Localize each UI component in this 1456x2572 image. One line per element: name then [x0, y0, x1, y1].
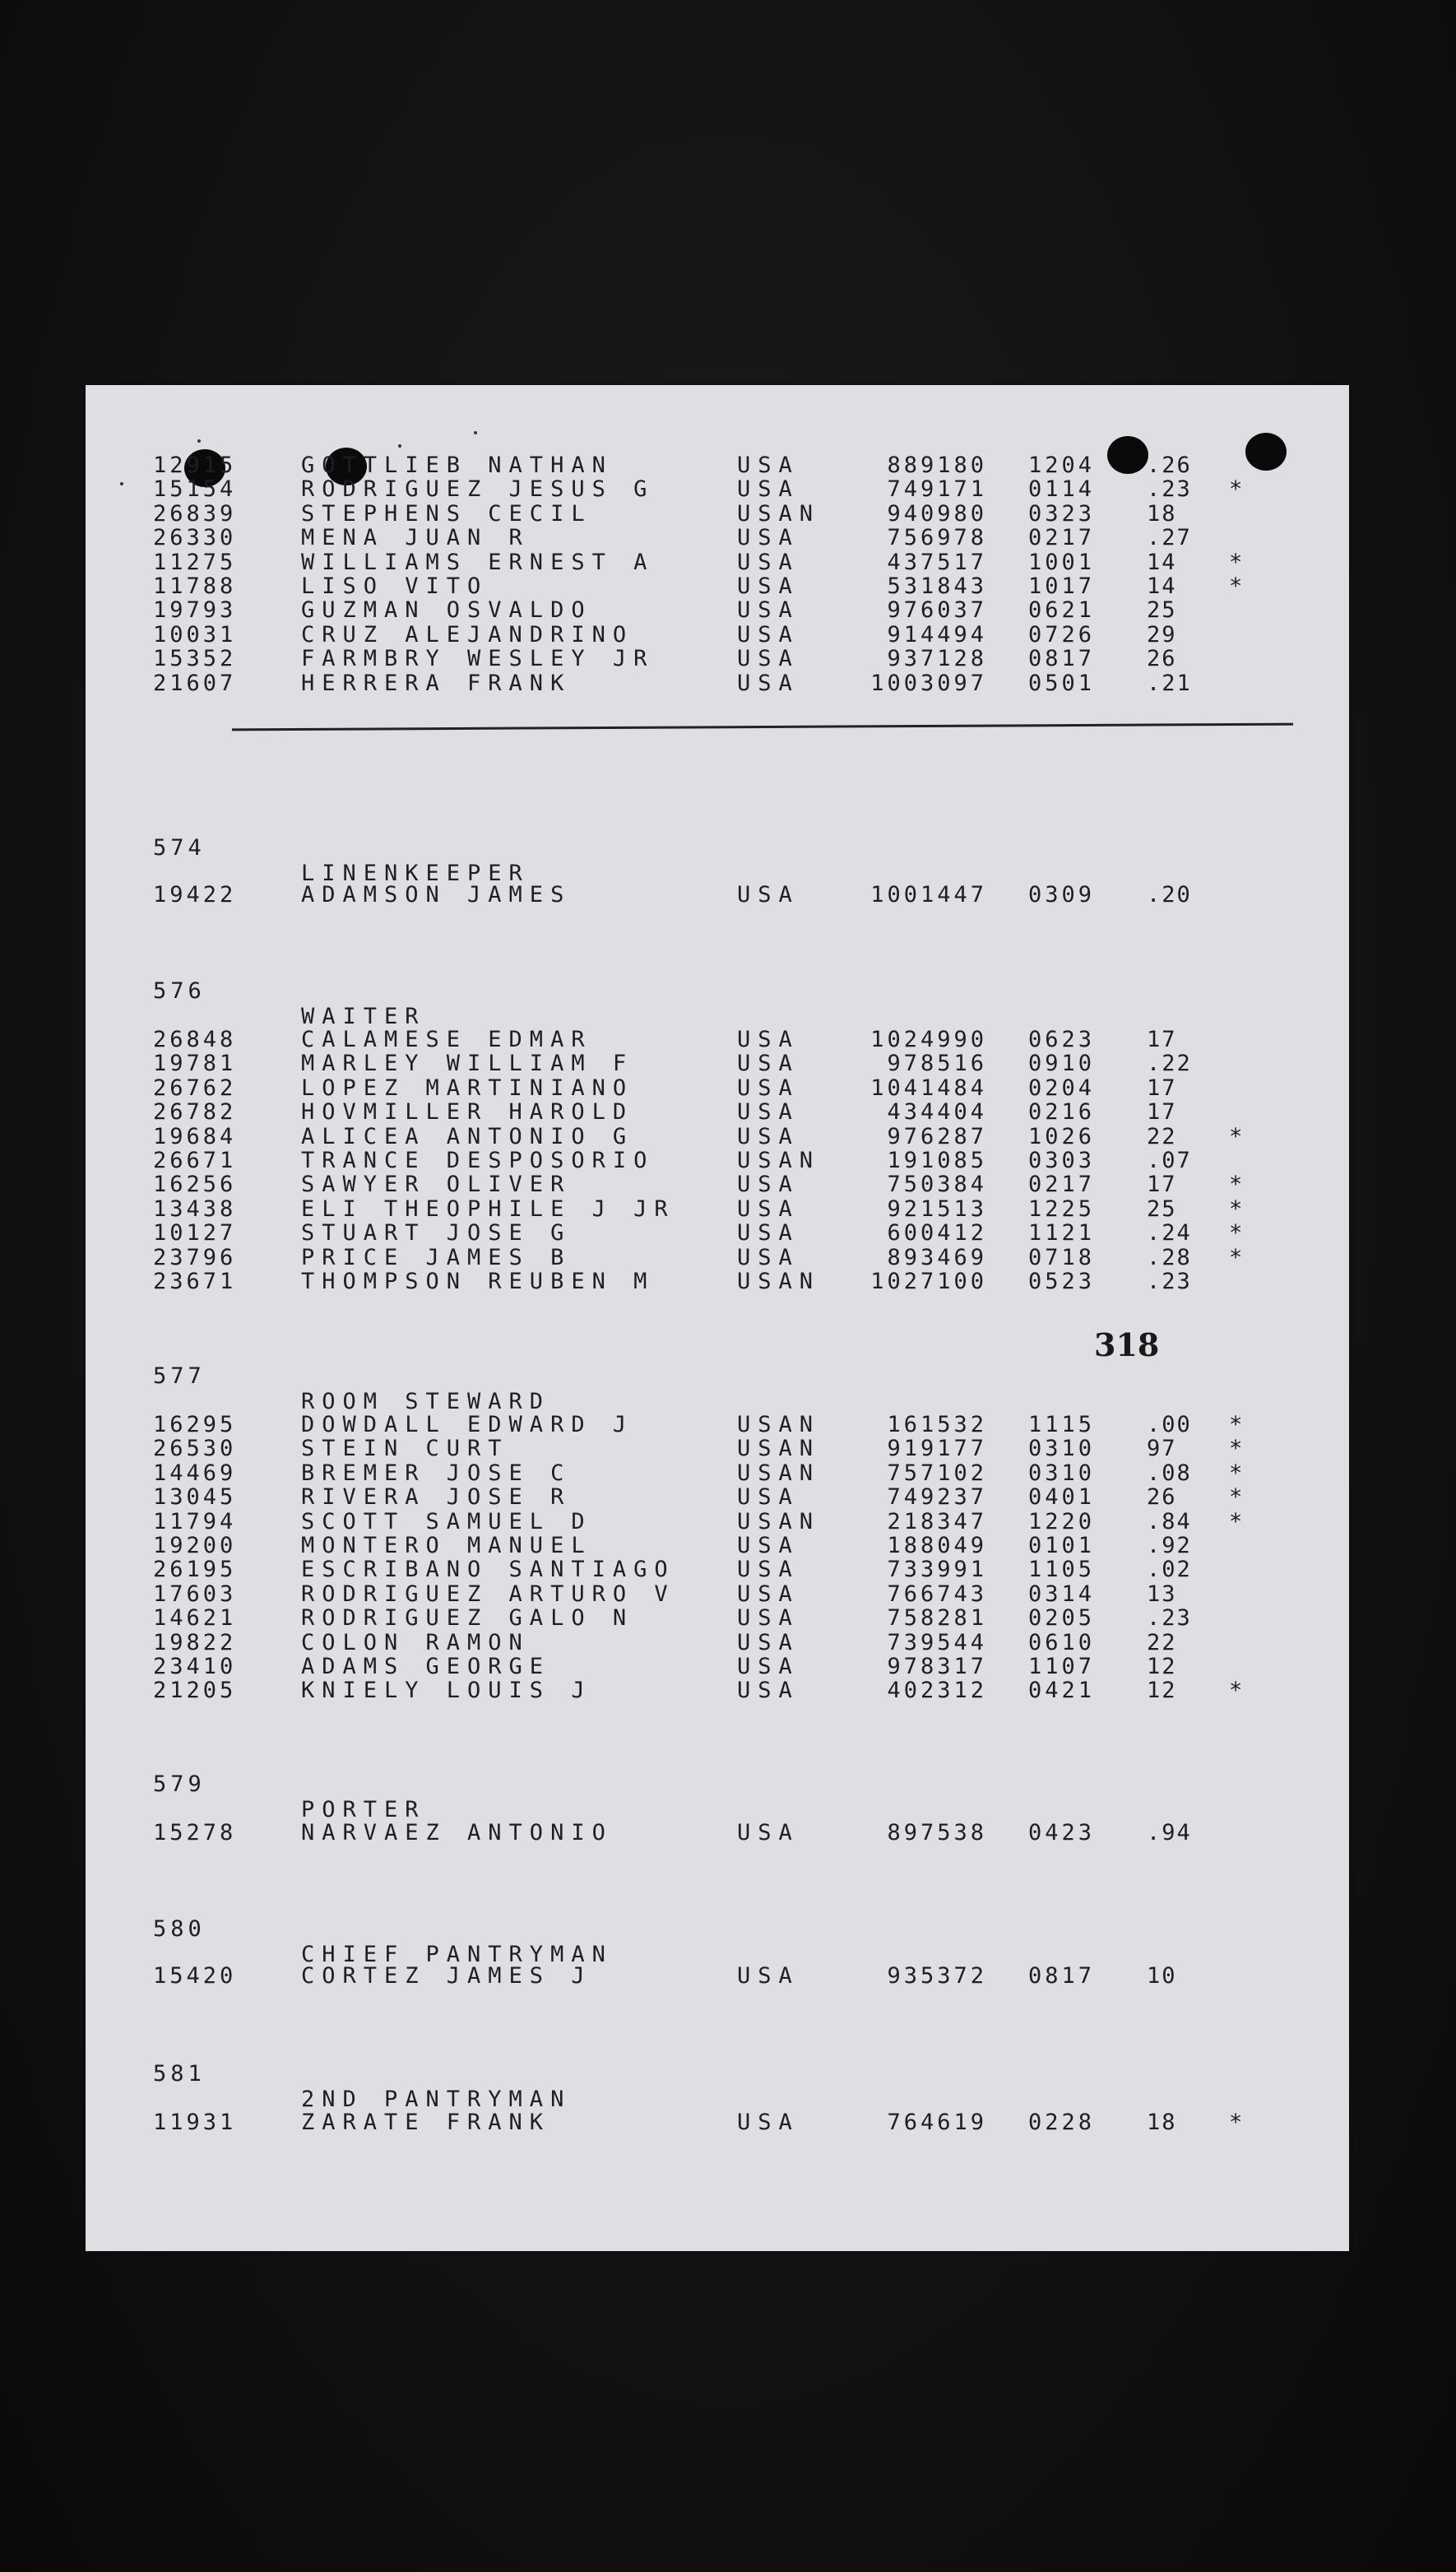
roster-row	[86, 1148, 1349, 1171]
date-code: 0310	[1028, 1460, 1096, 1486]
nationality-code: USAN	[737, 1412, 821, 1437]
employee-name: SAWYER OLIVER	[301, 1172, 572, 1198]
nationality-code: USA	[737, 882, 800, 908]
employee-id: 26530	[153, 1436, 237, 1462]
record-number: 758281	[887, 1605, 987, 1632]
roster-row	[86, 1460, 1349, 1486]
record-number: 978516	[887, 1051, 987, 1077]
value-code: .92	[1147, 1533, 1192, 1558]
record-number: 531843	[887, 573, 987, 599]
asterisk-mark: *	[1229, 2110, 1243, 2135]
section-header-linenkeeper	[86, 810, 1349, 886]
roster-row	[86, 525, 1349, 551]
nationality-code: USA	[737, 1820, 800, 1845]
nationality-code: USA	[737, 646, 800, 672]
record-number: 1024990	[870, 1027, 987, 1052]
section-code: 580	[153, 1916, 206, 1942]
employee-name: TRANCE DESPOSORIO	[301, 1148, 655, 1173]
value-code: .23	[1147, 1269, 1192, 1294]
section-header-porter	[86, 1746, 1349, 1822]
nationality-code: USA	[737, 1557, 800, 1583]
record-number: 940980	[887, 500, 987, 527]
nationality-code: USAN	[737, 1436, 821, 1462]
asterisk-mark: *	[1229, 573, 1243, 599]
date-code: 0817	[1028, 1963, 1096, 1989]
roster-row	[86, 1820, 1349, 1843]
asterisk-mark: *	[1229, 1244, 1243, 1270]
employee-id: 14621	[153, 1605, 237, 1632]
nationality-code: USA	[737, 1678, 800, 1704]
record-number: 889180	[887, 453, 987, 478]
date-code: 0501	[1028, 670, 1096, 696]
asterisk-mark: *	[1229, 1195, 1243, 1222]
value-code: 26	[1147, 1484, 1177, 1511]
nationality-code: USA	[737, 597, 800, 624]
value-code: 17	[1147, 1075, 1177, 1101]
value-code: 13	[1147, 1581, 1177, 1607]
value-code: 97	[1147, 1436, 1177, 1462]
employee-name: MARLEY WILLIAM F	[301, 1051, 634, 1077]
date-code: 0314	[1028, 1581, 1096, 1607]
nationality-code: USA	[737, 1244, 800, 1270]
nationality-code: USA	[737, 2110, 800, 2135]
asterisk-mark: *	[1229, 549, 1243, 575]
nationality-code: USA	[737, 1051, 800, 1077]
date-code: 0205	[1028, 1605, 1096, 1632]
section-code: 574	[153, 835, 206, 861]
value-code: .24	[1147, 1220, 1192, 1247]
roster-row	[86, 573, 1349, 597]
record-number: 766743	[887, 1581, 987, 1607]
employee-name: LISO VITO	[301, 573, 489, 599]
date-code: 0323	[1028, 500, 1096, 527]
record-number: 733991	[887, 1557, 987, 1583]
roster-row	[86, 1075, 1349, 1101]
employee-name: KNIELY LOUIS J	[301, 1678, 592, 1704]
date-code: 1204	[1028, 453, 1096, 478]
record-number: 1041484	[870, 1075, 987, 1101]
roster-row	[86, 1533, 1349, 1556]
date-code: 0523	[1028, 1269, 1096, 1294]
date-code: 0228	[1028, 2110, 1096, 2135]
employee-id: 16256	[153, 1172, 237, 1198]
employee-id: 15154	[153, 476, 237, 503]
asterisk-mark: *	[1229, 1123, 1243, 1149]
employee-id: 15278	[153, 1820, 237, 1845]
value-code: 12	[1147, 1654, 1177, 1679]
record-number: 935372	[887, 1963, 987, 1989]
value-code: 17	[1147, 1172, 1177, 1198]
nationality-code: USA	[737, 1075, 800, 1101]
employee-id: 11275	[153, 549, 237, 575]
section-code: 581	[153, 2061, 206, 2087]
value-code: .00	[1147, 1412, 1192, 1437]
date-code: 0423	[1028, 1820, 1096, 1845]
value-code: .08	[1147, 1460, 1192, 1486]
section-code: 577	[153, 1363, 206, 1389]
employee-name: RODRIGUEZ ARTURO V	[301, 1581, 675, 1607]
employee-name: CRUZ ALEJANDRINO	[301, 621, 634, 648]
value-code: .22	[1147, 1051, 1192, 1077]
section-header-chief-pantryman	[86, 1891, 1349, 1967]
employee-id: 26839	[153, 500, 237, 527]
employee-name: ZARATE FRANK	[301, 2110, 551, 2135]
asterisk-mark: *	[1229, 1436, 1243, 1462]
nationality-code: USA	[737, 525, 800, 551]
record-number: 976037	[887, 597, 987, 624]
nationality-code: USA	[737, 1172, 800, 1198]
paper-speck	[474, 431, 477, 434]
value-code: .23	[1147, 1605, 1192, 1632]
nationality-code: USA	[737, 1581, 800, 1607]
asterisk-mark: *	[1229, 1412, 1243, 1437]
section-title: WAITER	[301, 1004, 426, 1029]
date-code: 0610	[1028, 1629, 1096, 1655]
roster-row	[86, 1581, 1349, 1607]
value-code: .84	[1147, 1508, 1192, 1534]
nationality-code: USA	[737, 670, 800, 696]
asterisk-mark: *	[1229, 1172, 1243, 1198]
record-number: 764619	[887, 2110, 987, 2135]
date-code: 1121	[1028, 1220, 1096, 1247]
roster-row	[86, 1124, 1349, 1147]
employee-id: 23671	[153, 1269, 237, 1294]
employee-name: ADAMS GEORGE	[301, 1654, 551, 1679]
employee-id: 12915	[153, 453, 237, 478]
employee-name: LOPEZ MARTINIANO	[301, 1075, 634, 1101]
record-number: 1003097	[870, 670, 987, 696]
employee-name: CORTEZ JAMES J	[301, 1963, 592, 1989]
date-code: 0101	[1028, 1533, 1096, 1558]
roster-row	[86, 882, 1349, 908]
section-title: ROOM STEWARD	[301, 1389, 551, 1414]
record-number: 739544	[887, 1629, 987, 1655]
paper-speck	[398, 444, 401, 448]
employee-id: 26762	[153, 1075, 237, 1101]
asterisk-mark: *	[1229, 1220, 1243, 1247]
employee-name: ADAMSON JAMES	[301, 882, 572, 908]
record-number: 978317	[887, 1654, 987, 1679]
roster-row	[86, 1245, 1349, 1268]
paper-speck	[197, 439, 201, 443]
roster-row	[86, 1412, 1349, 1435]
employee-name: RODRIGUEZ JESUS G	[301, 476, 655, 503]
record-number: 750384	[887, 1172, 987, 1198]
value-code: .07	[1147, 1148, 1192, 1173]
date-code: 0216	[1028, 1099, 1096, 1126]
record-number: 914494	[887, 621, 987, 648]
employee-id: 19684	[153, 1123, 237, 1149]
record-number: 757102	[887, 1460, 987, 1486]
employee-id: 14469	[153, 1460, 237, 1486]
date-code: 0217	[1028, 525, 1096, 551]
value-code: .94	[1147, 1820, 1192, 1845]
record-number: 402312	[887, 1678, 987, 1704]
value-code: 29	[1147, 621, 1177, 648]
date-code: 0623	[1028, 1027, 1096, 1052]
employee-id: 26330	[153, 525, 237, 551]
employee-name: MENA JUAN R	[301, 525, 530, 551]
nationality-code: USA	[737, 1533, 800, 1558]
record-number: 1001447	[870, 882, 987, 908]
nationality-code: USA	[737, 453, 800, 478]
section-title: CHIEF PANTRYMAN	[301, 1942, 613, 1967]
employee-id: 19422	[153, 882, 237, 908]
value-code: .28	[1147, 1244, 1192, 1270]
employee-name: FARMBRY WESLEY JR	[301, 646, 655, 672]
value-code: .21	[1147, 670, 1192, 696]
asterisk-mark: *	[1229, 1484, 1243, 1511]
roster-row	[86, 1484, 1349, 1511]
section-header-room-steward	[86, 1338, 1349, 1414]
value-code: .26	[1147, 453, 1192, 478]
nationality-code: USAN	[737, 500, 821, 527]
employee-id: 11788	[153, 573, 237, 599]
date-code: 0114	[1028, 476, 1096, 503]
employee-id: 13438	[153, 1195, 237, 1222]
section-title: LINENKEEPER	[301, 861, 530, 886]
nationality-code: USA	[737, 573, 800, 599]
section-title: PORTER	[301, 1797, 426, 1822]
record-number: 437517	[887, 549, 987, 575]
nationality-code: USAN	[737, 1269, 821, 1294]
record-number: 976287	[887, 1123, 987, 1149]
date-code: 0621	[1028, 597, 1096, 624]
record-number: 161532	[887, 1412, 987, 1437]
nationality-code: USA	[737, 476, 800, 503]
roster-row	[86, 1678, 1349, 1704]
date-code: 1225	[1028, 1195, 1096, 1222]
employee-id: 19781	[153, 1051, 237, 1077]
asterisk-mark: *	[1229, 476, 1243, 503]
asterisk-mark: *	[1229, 1508, 1243, 1534]
employee-name: STEPHENS CECIL	[301, 500, 592, 527]
nationality-code: USA	[737, 1605, 800, 1632]
date-code: 1017	[1028, 573, 1096, 599]
employee-name: NARVAEZ ANTONIO	[301, 1820, 613, 1845]
employee-name: COLON RAMON	[301, 1629, 530, 1655]
value-code: 12	[1147, 1678, 1177, 1704]
employee-id: 17603	[153, 1581, 237, 1607]
employee-id: 10031	[153, 621, 237, 648]
record-number: 921513	[887, 1195, 987, 1222]
nationality-code: USA	[737, 1099, 800, 1126]
roster-row	[86, 1654, 1349, 1677]
roster-row	[86, 2110, 1349, 2133]
value-code: .27	[1147, 525, 1192, 551]
date-code: 1115	[1028, 1412, 1096, 1437]
record-number: 749171	[887, 476, 987, 503]
employee-name: DOWDALL EDWARD J	[301, 1412, 634, 1437]
employee-id: 26848	[153, 1027, 237, 1052]
employee-id: 13045	[153, 1484, 237, 1511]
value-code: 25	[1147, 597, 1177, 624]
value-code: .20	[1147, 882, 1192, 908]
nationality-code: USA	[737, 549, 800, 575]
employee-id: 10127	[153, 1220, 237, 1247]
date-code: 1220	[1028, 1508, 1096, 1534]
roster-row	[86, 476, 1349, 503]
employee-name: STUART JOSE G	[301, 1220, 572, 1247]
nationality-code: USAN	[737, 1148, 821, 1173]
employee-name: THOMPSON REUBEN M	[301, 1269, 655, 1294]
section-header-second-pantryman	[86, 2036, 1349, 2112]
value-code: 22	[1147, 1123, 1177, 1149]
section-code: 576	[153, 978, 206, 1004]
record-number: 919177	[887, 1436, 987, 1462]
strikethrough-line	[232, 723, 1293, 731]
employee-id: 21607	[153, 670, 237, 696]
record-number: 434404	[887, 1099, 987, 1126]
roster-row	[86, 646, 1349, 672]
date-code: 0817	[1028, 646, 1096, 672]
section-code: 579	[153, 1771, 206, 1797]
record-number: 218347	[887, 1508, 987, 1534]
value-code: 14	[1147, 573, 1177, 599]
employee-name: ESCRIBANO SANTIAGO	[301, 1557, 675, 1583]
value-code: 18	[1147, 2110, 1177, 2135]
employee-name: PRICE JAMES B	[301, 1244, 572, 1270]
value-code: 17	[1147, 1099, 1177, 1126]
nationality-code: USA	[737, 1654, 800, 1679]
roster-row	[86, 1051, 1349, 1077]
asterisk-mark: *	[1229, 1460, 1243, 1486]
nationality-code: USA	[737, 1027, 800, 1052]
roster-row	[86, 1436, 1349, 1462]
employee-name: HERRERA FRANK	[301, 670, 572, 696]
nationality-code: USA	[737, 1123, 800, 1149]
employee-id: 19200	[153, 1533, 237, 1558]
employee-name: CALAMESE EDMAR	[301, 1027, 592, 1052]
nationality-code: USAN	[737, 1460, 821, 1486]
date-code: 0421	[1028, 1678, 1096, 1704]
employee-id: 21205	[153, 1678, 237, 1704]
employee-name: SCOTT SAMUEL D	[301, 1508, 592, 1534]
employee-name: HOVMILLER HAROLD	[301, 1099, 634, 1126]
employee-id: 15352	[153, 646, 237, 672]
value-code: 26	[1147, 646, 1177, 672]
value-code: .23	[1147, 476, 1192, 503]
nationality-code: USA	[737, 1963, 800, 1989]
date-code: 0204	[1028, 1075, 1096, 1101]
roster-row	[86, 1509, 1349, 1532]
employee-id: 19822	[153, 1629, 237, 1655]
roster-row	[86, 671, 1349, 694]
employee-id: 16295	[153, 1412, 237, 1437]
employee-name: MONTERO MANUEL	[301, 1533, 592, 1558]
value-code: 18	[1147, 500, 1177, 527]
employee-id: 11931	[153, 2110, 237, 2135]
date-code: 0718	[1028, 1244, 1096, 1270]
employee-name: RIVERA JOSE R	[301, 1484, 572, 1511]
section-title: 2ND PANTRYMAN	[301, 2087, 572, 2112]
section-header-waiter	[86, 953, 1349, 1029]
document-page	[86, 385, 1349, 2251]
employee-name: STEIN CURT	[301, 1436, 509, 1462]
value-code: 22	[1147, 1629, 1177, 1655]
date-code: 0217	[1028, 1172, 1096, 1198]
record-number: 756978	[887, 525, 987, 551]
employee-name: GOTTLIEB NATHAN	[301, 453, 613, 478]
roster-row	[86, 1605, 1349, 1632]
value-code: 14	[1147, 549, 1177, 575]
roster-row	[86, 1557, 1349, 1583]
roster-row	[86, 453, 1349, 476]
value-code: 17	[1147, 1027, 1177, 1052]
roster-row	[86, 1630, 1349, 1653]
roster-row	[86, 621, 1349, 648]
date-code: 0309	[1028, 882, 1096, 908]
roster-row	[86, 1172, 1349, 1198]
nationality-code: USA	[737, 1484, 800, 1511]
record-number: 191085	[887, 1148, 987, 1173]
employee-name: BREMER JOSE C	[301, 1460, 572, 1486]
value-code: .02	[1147, 1557, 1192, 1583]
record-number: 188049	[887, 1533, 987, 1558]
date-code: 0303	[1028, 1148, 1096, 1173]
date-code: 1001	[1028, 549, 1096, 575]
record-number: 749237	[887, 1484, 987, 1511]
employee-id: 26671	[153, 1148, 237, 1173]
date-code: 0910	[1028, 1051, 1096, 1077]
roster-row	[86, 1963, 1349, 1989]
record-number: 897538	[887, 1820, 987, 1845]
date-code: 0726	[1028, 621, 1096, 648]
roster-row	[86, 1027, 1349, 1050]
employee-id: 23796	[153, 1244, 237, 1270]
date-code: 0401	[1028, 1484, 1096, 1511]
employee-id: 19793	[153, 597, 237, 624]
date-code: 1026	[1028, 1123, 1096, 1149]
record-number: 893469	[887, 1244, 987, 1270]
nationality-code: USAN	[737, 1508, 821, 1534]
roster-row	[86, 1099, 1349, 1126]
employee-name: WILLIAMS ERNEST A	[301, 549, 655, 575]
date-code: 0310	[1028, 1436, 1096, 1462]
employee-name: ELI THEOPHILE J JR	[301, 1195, 675, 1222]
record-number: 600412	[887, 1220, 987, 1247]
employee-id: 26782	[153, 1099, 237, 1126]
nationality-code: USA	[737, 1220, 800, 1247]
value-code: 10	[1147, 1963, 1177, 1989]
nationality-code: USA	[737, 1629, 800, 1655]
value-code: 25	[1147, 1195, 1177, 1222]
date-code: 1105	[1028, 1557, 1096, 1583]
page-number: 318	[1094, 1326, 1160, 1363]
asterisk-mark: *	[1229, 1678, 1243, 1704]
roster-row	[86, 500, 1349, 527]
roster-row	[86, 1220, 1349, 1247]
record-number: 1027100	[870, 1269, 987, 1294]
nationality-code: USA	[737, 621, 800, 648]
record-number: 937128	[887, 646, 987, 672]
roster-row	[86, 597, 1349, 624]
employee-name: RODRIGUEZ GALO N	[301, 1605, 634, 1632]
employee-id: 15420	[153, 1963, 237, 1989]
roster-row	[86, 550, 1349, 573]
employee-id: 11794	[153, 1508, 237, 1534]
date-code: 1107	[1028, 1654, 1096, 1679]
employee-name: ALICEA ANTONIO G	[301, 1123, 634, 1149]
roster-row	[86, 1195, 1349, 1222]
roster-row	[86, 1269, 1349, 1292]
employee-name: GUZMAN OSVALDO	[301, 597, 592, 624]
employee-id: 23410	[153, 1654, 237, 1679]
nationality-code: USA	[737, 1195, 800, 1222]
employee-id: 26195	[153, 1557, 237, 1583]
